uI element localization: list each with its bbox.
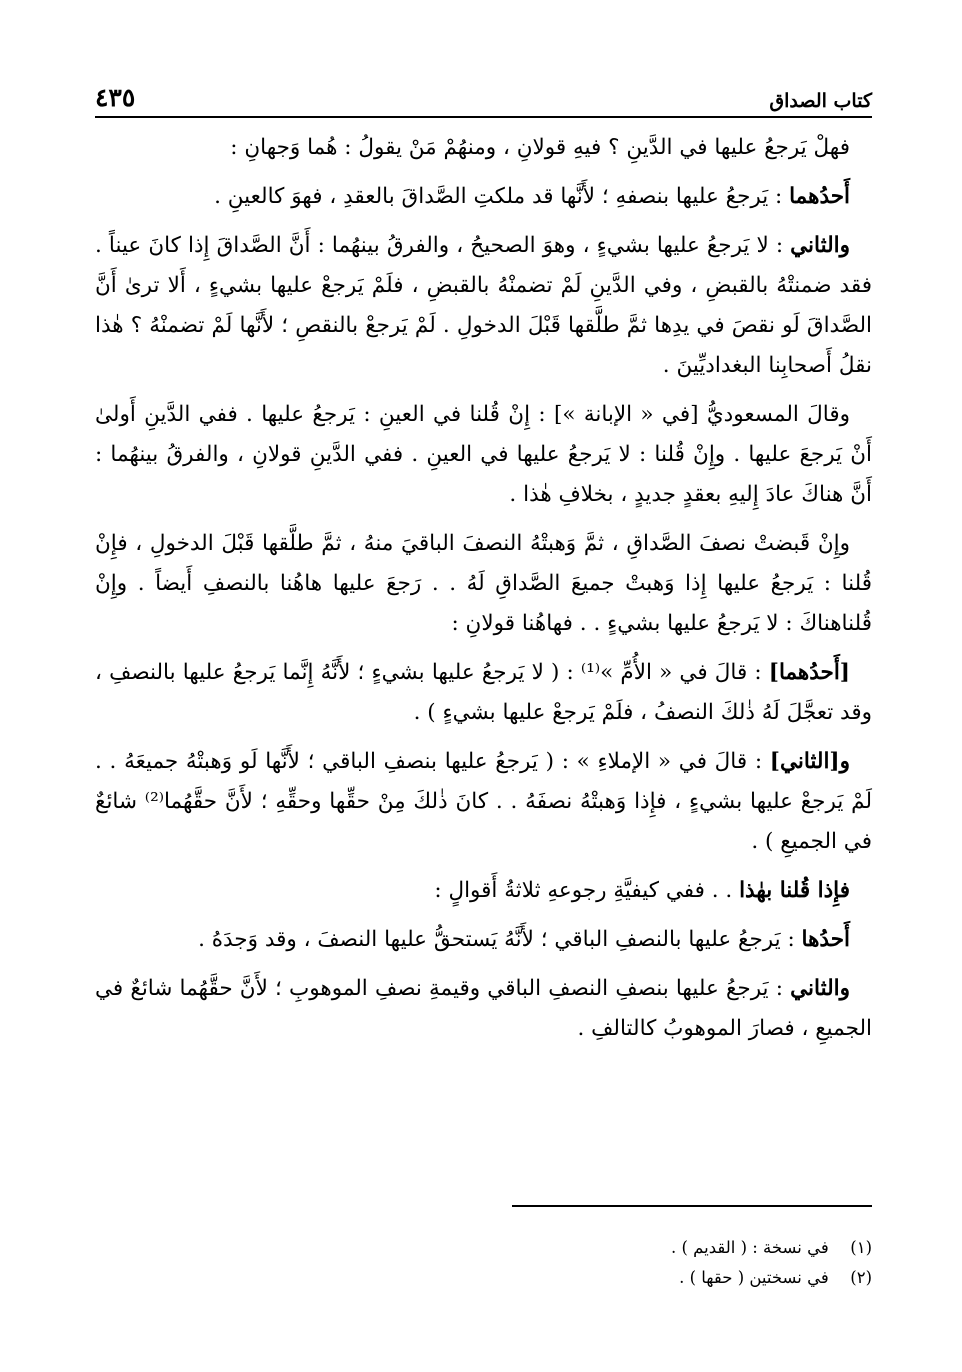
paragraph-lead: [أَحدُهما] — [768, 660, 850, 685]
footnote-text: في نسخة : ( القديم ) . — [670, 1238, 829, 1257]
paragraph — [95, 969, 872, 1049]
page-header — [95, 72, 872, 112]
footnote-number: (١) — [850, 1238, 872, 1257]
paragraph-text: : يَرجعُ عليها بنصفِ النصفِ الباقي وقيمةِ نصفِ الموهوبِ ؛ لأَنَّ حقَّهُما شائعٌ في الجميعِ ، فصارَ الموهوبُ كالتالفِ . — [95, 976, 872, 1041]
footnote-text: في نسختين ( حقها ) . — [679, 1268, 829, 1287]
page-number: ٤٣٥ — [95, 83, 136, 112]
paragraph — [95, 742, 872, 862]
main-text — [95, 128, 872, 1058]
header-rule — [95, 116, 872, 118]
paragraph-lead: فإِذا قُلنا بهٰذا — [739, 878, 850, 903]
paragraph-lead: والثاني — [790, 976, 850, 1001]
footnote — [95, 1263, 872, 1293]
paragraph — [95, 653, 872, 733]
paragraph — [95, 177, 872, 217]
paragraph — [95, 128, 872, 168]
paragraph-lead: أَحدُهما — [789, 184, 850, 209]
footnote-number: (٢) — [850, 1268, 872, 1287]
footnote — [95, 1233, 872, 1263]
paragraph-text: وقالَ المسعوديُّ [في « الإبانة »] : إِنْ قُلنا في العينِ : يَرجعُ عليها . ففي الدَّينِ أَولىٰ أَنْ يَرجعَ عليها . وإِنْ قُلنا : لا يَرجعُ عليها في العينِ . ففي الدَّينِ قولانِ ، والفرقُ بينهُما : أَنَّ هناكَ عادَ إِليهِ بعقدٍ جديدٍ ، بخلافِ هٰذا . — [95, 402, 872, 507]
paragraph-text: فهلْ يَرجعُ عليها في الدَّينِ ؟ فيهِ قولانِ ، ومنهُمْ مَنْ يقولُ : هُما وَجهانِ : — [230, 135, 850, 160]
paragraph-text: . . ففي كيفيَّةِ رجوعهِ ثلاثةُ أَقوالٍ : — [434, 878, 740, 903]
paragraph — [95, 920, 872, 960]
paragraph-text: : لا يَرجعُ عليها بشيءٍ ، وهوَ الصحيحُ ، والفرقُ بينهُما : أَنَّ الصَّداقَ إِذا كانَ عيناً . فقد ضمنتْهُ بالقبضِ ، وفي الدَّينِ لَمْ تضمنْهُ بالقبضِ ، فلَمْ يَرجعْ عليها بشيءٍ ، أَلا ترىٰ أَنَّ الصَّداقَ لَو نقصَ في يدِها ثمَّ طلَّقها قَبْلَ الدخولِ . لَمْ يَرجعْ بالنقصِ ؛ لأَنَّها لَمْ تضمنْهُ ؟ هٰذا نقلُ أَصحابِنا البغداديِّينَ . — [95, 233, 872, 378]
paragraph-text: : يَرجعُ عليها بالنصفِ الباقي ؛ لأَنَّهُ يَستحقُّ عليها النصفَ ، وقد وَجدَهُ . — [198, 927, 802, 952]
paragraph — [95, 871, 872, 911]
paragraph-lead: و[الثاني] — [769, 749, 850, 774]
paragraph-text: وإِنْ قَبضتْ نصفَ الصَّداقِ ، ثمَّ وَهبتْهُ النصفَ الباقيَ منهُ ، ثمَّ طلَّقها قَبْلَ الدخولِ ، فإِنْ قُلنا : يَرجعُ عليها إِذا وَهبتْ جميعَ الصَّداقِ لَهُ . . رَجعَ عليها هاهُنا بالنصفِ أَيضاً . وإِنْ قُلناهناكَ : لا يَرجعُ عليها بشيءٍ . . فهاهُنا قولانِ : — [95, 531, 872, 636]
paragraph — [95, 524, 872, 644]
footnote-rule — [512, 1205, 872, 1207]
paragraph-lead: والثاني — [790, 233, 850, 258]
running-title: كتاب الصداق — [769, 90, 872, 112]
paragraph — [95, 226, 872, 386]
paragraph-text: : قالَ في « الإملاءِ » : ( يَرجعُ عليها بنصفِ الباقي ؛ لأَنَّها لَو وَهبتْهُ جميعَهُ . . لَمْ يَرجعْ عليها بشيءٍ ، فإِذا وَهبتْهُ نصفَهُ . . كانَ ذٰلكَ مِنْ حقِّها وحقِّهِ ؛ لأَنَّ حقَّهُما⁽²⁾ شائعٌ في الجميعِ ) . — [95, 749, 873, 854]
footnotes — [95, 1233, 872, 1293]
paragraph — [95, 395, 872, 515]
paragraph-lead: أَحدُها — [801, 927, 850, 952]
paragraph-text: : يَرجعُ عليها بنصفهِ ؛ لأَنَّها قد ملكتِ الصَّداقَ بالعقدِ ، فهوَ كالعينِ . — [214, 184, 790, 209]
paragraph-text: : قالَ في « الأُمِّ »⁽¹⁾ : ( لا يَرجعُ عليها بشيءٍ ؛ لأَنَّهُ إِنَّما يَرجعُ عليها بالنصفِ ، وقد تعجَّلَ لَهُ ذٰلكَ النصفُ ، فلَمْ يَرجعْ عليها بشيءٍ ) . — [95, 660, 872, 725]
